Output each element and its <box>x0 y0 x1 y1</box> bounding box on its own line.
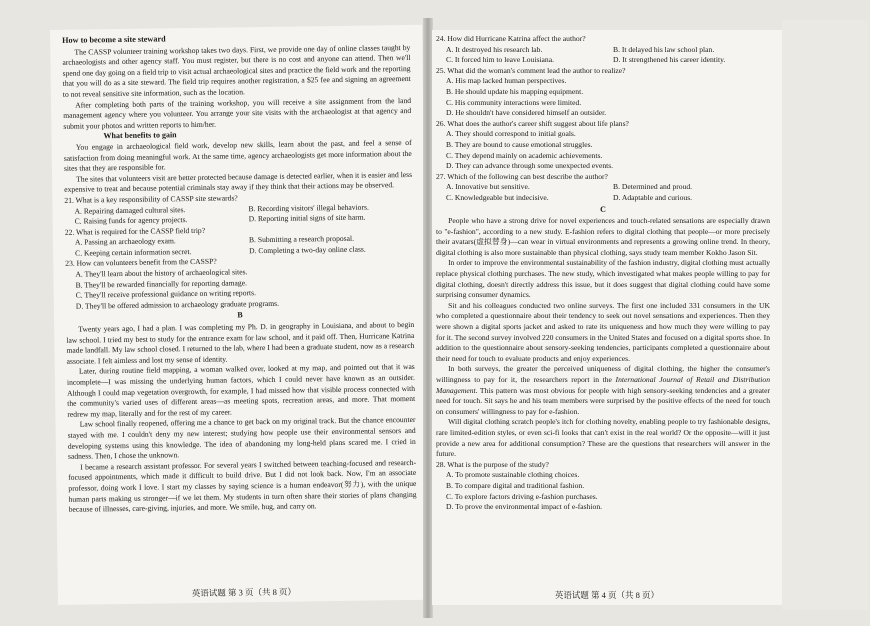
question-23: 23. How can volunteers benefit from the CASSP? <box>65 257 217 269</box>
heading-how-to-become: How to become a site steward <box>62 34 166 45</box>
option-b: B. Recording visitors' illegal behaviors. <box>248 202 369 213</box>
question-22: 22. What is required for the CASSP field trip? <box>64 225 206 237</box>
paragraph: Sit and his colleagues conducted two online surveys. The first one included 331 consumers in the UK who completed a questionnaire about their tendency to seek out novel sensations and experiences. Then they were shown a digital sports jacket and asked to rate its uniqueness and how much they were willing to pay for it. The second survey involved 220 consumers in the United States and focused on a digital sports shoe. In addition to the questionnaire about sensory-seeking tendencies, participants completed a questionnaire about their need for touch to evaluate products and enjoy experiences. <box>436 300 770 363</box>
page-footer: 英语试题 第 4 页（共 8 页） <box>554 590 660 600</box>
option-a: A. Innovative but sensitive. <box>446 182 530 192</box>
options-row <box>436 55 770 66</box>
option-b: B. He should update his mapping equipment. <box>446 86 584 96</box>
option-d: D. They can advance through some unexpected events. <box>446 161 614 171</box>
option-a: A. They should correspond to initial goals. <box>446 129 576 139</box>
left-page <box>50 25 430 605</box>
option-c: C. Raising funds for agency projects. <box>74 215 188 226</box>
option-d: D. Adaptable and curious. <box>613 192 693 202</box>
paragraph: The sites that volunteers visit are better protected because damage is detected earlier, when it is easier and less expensive to treat and because potential criminals stay away if they think that their actions may be observed. <box>64 169 413 195</box>
question-26: 26. What does the author's career shift suggest about life plans? <box>436 118 629 128</box>
paragraph: The CASSP volunteer training workshop takes two days. First, we provide one day of online classes taught by archaeologists and other agency staff. You must register, but there is no cost and anyone can attend. Then we'll spend one day going on a field trip to visit actual archaeological sites and practice the field work and the reporting that you will do as a site steward. The field trip requires another registration, a $25 fee and signing an agreement to not reveal sensitive site information, such as the location. <box>62 42 411 99</box>
paragraph: I became a research assistant professor. For several years I switched between teaching-focused and research-focused appointments, which made it difficult to build drive. But I did not look back. Now, I'm an associate professor, doing work I love. I start my classes by saying science is a human endeavor(努力), with the unique human parts making us stronger—if we let them. My students in turn often share their stories of plans changing because of illnesses, care-giving, injuries, and more. We smile, hug, and carry on. <box>68 457 417 514</box>
section-b-heading: B <box>237 310 243 320</box>
question-21: 21. What is a key responsibility of CASSP site stewards? <box>64 193 238 205</box>
right-page <box>432 30 782 605</box>
paragraph <box>436 364 770 417</box>
option-a: A. Passing an archaeology exam. <box>74 236 176 247</box>
question-28: 28. What is the purpose of the study? <box>436 459 549 469</box>
paragraph: In order to improve the environmental sustainability of the fashion industry, digital clothing must actually replace physical clothing purchases. The new study, which investigated what makes people willing to pay for digital clothing, doesn't directly address this issue, but it does suggest that digital clothing could have some surprising consumer dynamics. <box>436 258 770 300</box>
option-a: A. To promote sustainable clothing choices. <box>446 470 580 480</box>
paragraph: You engage in archaeological field work, develop new skills, learn about the past, and feel a sense of satisfaction from doing meaningful work. At the same time, agency archaeologists get more information about the sites that they are responsible for. <box>63 137 412 173</box>
option-b: B. They are bound to cause emotional struggles. <box>446 139 593 149</box>
heading-benefits: What benefits to gain <box>103 130 177 141</box>
option-c: C. It forced him to leave Louisiana. <box>446 55 554 65</box>
question-27: 27. Which of the following can best describe the author? <box>436 171 608 181</box>
text-segment: In both surveys, the greater the perceived uniqueness of digital clothing, the higher the consumer's willingness to pay for it, the researchers report in the <box>436 364 770 384</box>
option-c: C. His community interactions were limited. <box>446 97 582 107</box>
section-c-heading: C <box>600 204 606 214</box>
option-c: C. They depend mainly on academic achievements. <box>446 150 603 160</box>
option-b: B. Determined and proud. <box>613 182 693 192</box>
option-c: C. To explore factors driving e-fashion purchases. <box>446 491 598 501</box>
paragraph: People who have a strong drive for novel experiences and touch-related sensations are especially drawn to "e-fashion", according to a new study. E-fashion refers to digital clothing that people—or more precisely their avatars(虚拟替身)—can wear in virtual environments and represents a growing online trend. In theory, digital clothing is also more sustainable than physical clothing, says study team member Kokho Jason Sit. <box>436 216 770 257</box>
adjacent-page-edge <box>782 20 868 610</box>
option-a: A. It destroyed his research lab. <box>446 44 543 54</box>
option-d: D. To prove the environmental impact of e-fashion. <box>446 502 603 512</box>
option-d: D. Reporting initial signs of site harm. <box>248 212 366 224</box>
question-25: 25. What did the woman's comment lead the author to realize? <box>436 65 626 75</box>
option-a: A. His map lacked human perspectives. <box>446 76 567 86</box>
option-c: C. Knowledgeable but indecisive. <box>446 192 549 202</box>
option-a: A. They'll learn about the history of archaeological sites. <box>75 267 248 279</box>
option-d: D. He shouldn't have considered himself an outsider. <box>446 108 607 118</box>
page-footer: 英语试题 第 3 页（共 8 页） <box>191 586 296 599</box>
paragraph: Will digital clothing scratch people's itch for clothing novelty, enabling people to try fashionable designs, rare limited-edition styles, or even sci-fi looks that can't exist in the real world? Or the opposite—will it just provide a new area for additional consumption? These are the questions that researchers will answer in the future. <box>436 417 770 459</box>
paragraph: Later, during routine field mapping, a woman walked over, looked at my map, and pointed out that it was incomplete—I was missing the underlying human factors, which I could never have known as an outsider. Although I could map vegetation overgrowth, for example, I had missed how that visible process connected with the community's varied uses of different areas—as meeting spots, recreation areas, and more. That moment redrew my map, literally and for the rest of my career. <box>66 362 416 419</box>
option-b: B. They'll be rewarded financially for reporting damage. <box>75 277 247 290</box>
options-row <box>436 45 770 56</box>
option-b: B. Submitting a research proposal. <box>248 234 355 245</box>
text-segment: . This pattern was most obvious for people with high sensory-seeking tendencies and a greater need for touch. Sit says he and his team members were surprised by the positive effects of the need for touch on consumers' willingness to pay for e-fashion. <box>436 385 770 416</box>
question-24: 24. How did Hurricane Katrina affect the author? <box>436 34 586 43</box>
left-content <box>62 31 417 516</box>
option-c: C. They'll receive professional guidance on writing reports. <box>75 288 257 300</box>
right-content <box>436 34 770 513</box>
option-a: A. Repairing damaged cultural sites. <box>74 204 186 216</box>
option-c: C. Keeping certain information secret. <box>75 246 192 258</box>
journal-title: International Journal of Retail and Distribution Management <box>436 375 770 395</box>
option-d: D. They'll be offered admission to archaeology graduate programs. <box>75 298 280 311</box>
options-row <box>436 193 770 204</box>
options-row <box>436 182 770 193</box>
paragraph: Twenty years ago, I had a plan. I was completing my Ph. D. in geography in Louisiana, and about to begin law school. I tried my best to study for the entrance exam for law school, and it paid off. Then, Hurricane Katrina made landfall. My law school closed. I returned to the lab, where I had been a graduate student, now as a research associate. I felt aimless and lost my sense of identity. <box>66 319 415 366</box>
option-b: B. It delayed his law school plan. <box>613 44 715 54</box>
option-d: D. It strengthened his career identity. <box>613 55 726 65</box>
paragraph: After completing both parts of the training workshop, you will receive a site assignment from the land management agency where you volunteer. You arrange your site visits with the archaeologist at that agency and submit your photos and written reports to him/her. <box>63 95 412 131</box>
paragraph: Law school finally reopened, offering me a chance to get back on my original track. But the chance encounter stayed with me. I couldn't deny my new interest; studying how people use their environmental sensors and developing systems using this knowledge. The idea of abandoning my long-held plans scared me. I cried in sadness. Then, I chose the unknown. <box>67 415 416 461</box>
option-b: B. To compare digital and traditional fashion. <box>446 480 585 490</box>
option-d: D. Completing a two-day online class. <box>249 244 366 256</box>
